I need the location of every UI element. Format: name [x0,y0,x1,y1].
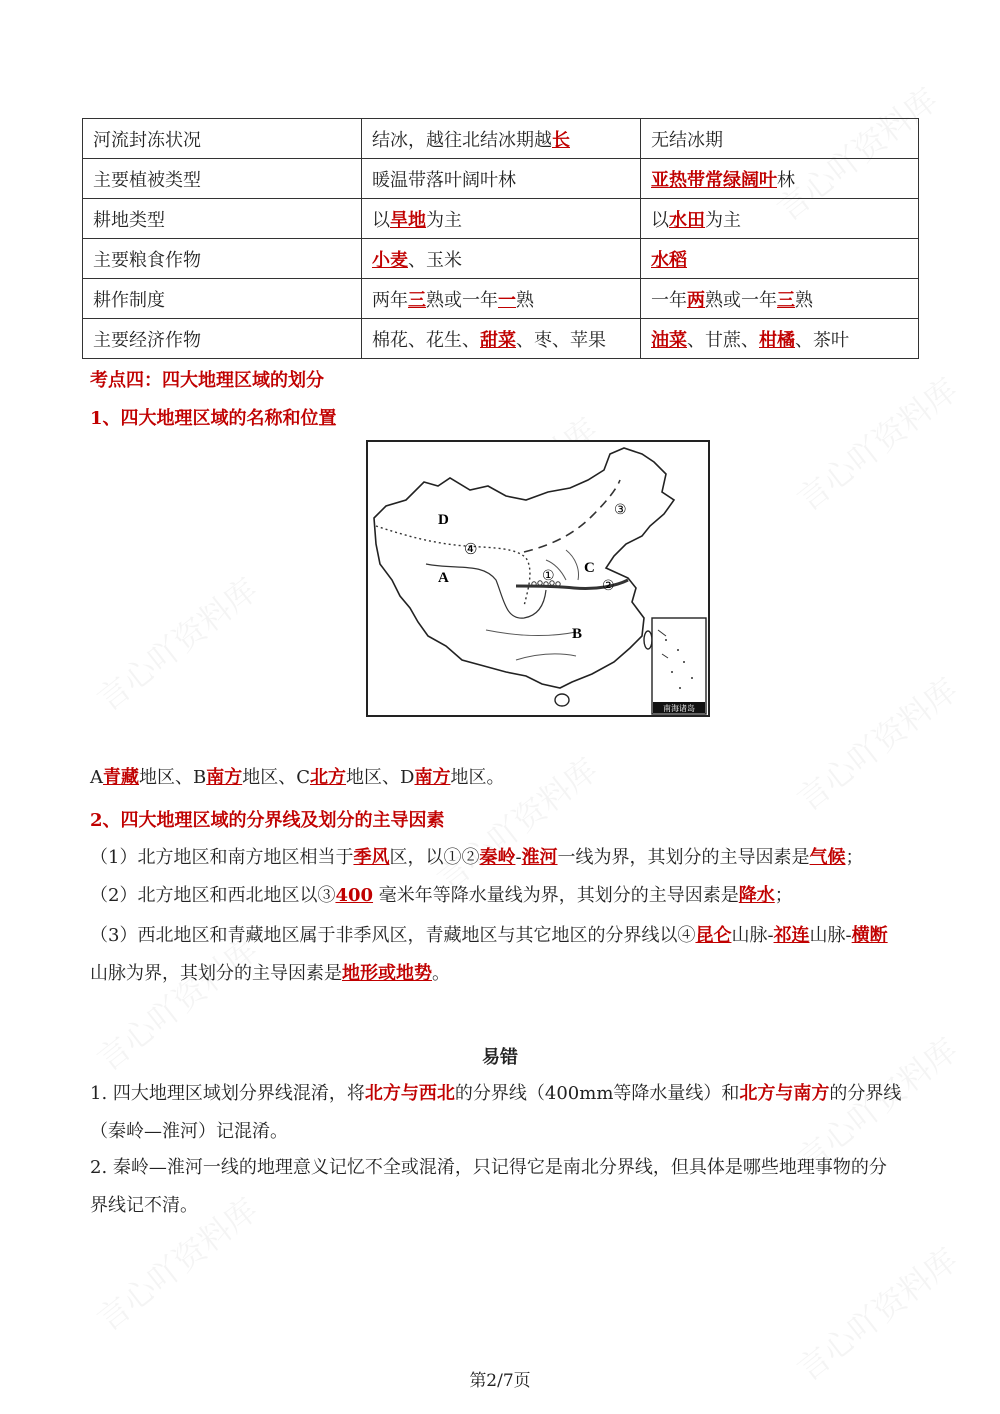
mistakes-title: 易错 [482,1047,518,1068]
text-segment: 以 [651,209,669,231]
item-3-cont [90,958,450,990]
subsection-heading-2: 2、四大地理区域的分界线及划分的主导因素 [90,810,445,831]
table-row [83,239,919,279]
answer-text: 一 [498,289,516,311]
text-segment: 熟 [795,289,813,311]
table-row [83,159,919,199]
mistake-1-cont [90,1114,1000,1150]
text-segment: 以 [372,209,390,231]
text-segment: 、甘蔗、 [687,329,759,351]
answer-text: 水田 [669,209,705,231]
north-cell [362,119,641,159]
row-header-cell: 主要植被类型 [83,159,362,199]
page-number: 第2/7页 [469,1371,531,1391]
text-segment: （1）北方地区和南方地区相当于 [90,847,354,868]
answer-text: 青藏 [103,767,139,788]
subsection-heading: 1、四大地理区域的名称和位置 [90,408,337,429]
answer-text: 甜菜 [480,329,516,351]
text-segment: ； [774,885,793,906]
answer-text: 淮河 [521,847,558,868]
watermark [786,666,966,820]
text-segment: 地区、B [139,767,207,788]
table-row [83,279,919,319]
answer-text: 两 [687,289,705,311]
section-heading: 考点四：四大地理区域的划分 [90,370,324,391]
item-1 [90,842,864,874]
answer-text: 小麦 [372,249,408,271]
text-segment: 的分界线（400mm等降水量线）和 [454,1083,740,1104]
answer-text: 祁连 [773,925,810,946]
text-segment: 无结冰期 [651,129,723,151]
south-cell [641,199,919,239]
text-segment: 区，以①② [389,847,480,868]
item-2 [90,880,793,912]
text-segment: 、茶叶 [795,329,849,351]
map-label-a: A [438,570,449,586]
row-header-cell: 主要粮食作物 [83,239,362,279]
south-china-sea-inset [652,618,706,714]
text-segment: 、枣、苹果 [516,329,606,351]
china-regions-map [366,440,710,717]
text-segment: 山脉为界，其划分的主导因素是 [90,963,342,984]
north-cell [362,159,641,199]
answer-text: 亚热带常绿阔叶 [651,169,777,191]
answer-text: 季风 [353,847,390,868]
answer-text: 南方 [414,767,451,788]
text-segment: 的分界线 [829,1083,902,1104]
emphasis-text: 北方与西北 [364,1083,455,1104]
north-cell [362,319,641,359]
map-label-3: ③ [614,502,627,518]
row-header-cell: 河流封冻状况 [83,119,362,159]
text-segment: 熟 [516,289,534,311]
answer-text: 柑橘 [759,329,795,351]
text-segment: 熟或一年 [426,289,498,311]
regions-answer-line [90,762,504,794]
south-cell [641,119,919,159]
map-label-b: B [572,626,583,642]
answer-text: 三 [408,289,426,311]
answer-text: 秦岭 [479,847,516,868]
watermark [786,366,966,520]
south-cell [641,159,919,199]
answer-text: 地形或地势 [342,963,432,984]
answer-text: 横断 [851,925,888,946]
text-segment: - [515,847,522,868]
text-segment: 暖温带落叶阔叶林 [372,169,516,191]
row-header-cell: 耕地类型 [83,199,362,239]
answer-text: 降水 [738,885,775,906]
text-segment: 地区、C [242,767,311,788]
south-cell [641,239,919,279]
map-label-4: ④ [464,540,478,558]
text-segment: 1. 四大地理区域划分界线混淆，将 [90,1083,365,1104]
inset-caption: 南海诸岛 [663,704,695,713]
answer-text: 气候 [809,847,846,868]
text-segment: 山脉- [731,925,774,946]
text-segment: （秦岭—淮河）记混淆。 [90,1121,288,1142]
item-3 [90,920,888,952]
comparison-table [82,118,919,359]
emphasis-text: 北方与南方 [739,1083,830,1104]
watermark [86,566,266,720]
text-segment: 林 [777,169,795,191]
text-segment: （2）北方地区和西北地区以③ [90,885,336,906]
south-cell [641,279,919,319]
text-segment: 地区。 [450,767,505,788]
text-segment: 一线为界，其划分的主导因素是 [557,847,810,868]
answer-text: 三 [777,289,795,311]
text-segment: 2. 秦岭—淮河一线的地理意义记忆不全或混淆，只记得它是南北分界线，但具体是哪些地理事物的分 [90,1157,887,1178]
text-segment: A [90,767,103,788]
north-cell [362,199,641,239]
answer-text: 长 [552,129,570,151]
map-label-c: C [584,560,595,576]
answer-text: 南方 [206,767,243,788]
text-segment: 。 [432,963,450,984]
text-segment: 一年 [651,289,687,311]
text-segment: （3）西北地区和青藏地区属于非季风区，青藏地区与其它地区的分界线以④ [90,925,696,946]
text-segment: 结冰，越往北结冰期越 [372,129,552,151]
text-segment: 界线记不清。 [90,1195,198,1216]
answer-text: 400 [335,885,374,906]
north-cell [362,279,641,319]
answer-text: 北方 [310,767,347,788]
mistake-2 [90,1150,1000,1186]
text-segment: 毫米年等降水量线为界，其划分的主导因素是 [373,885,739,906]
map-label-1: ① [542,568,555,584]
answer-text: 旱地 [390,209,426,231]
map-label-d: D [438,512,449,528]
answer-text: 昆仑 [695,925,732,946]
mistake-1 [90,1076,1000,1112]
row-header-cell: 耕作制度 [83,279,362,319]
row-header-cell: 主要经济作物 [83,319,362,359]
map-label-2: ② [602,578,615,594]
text-segment: 山脉- [809,925,852,946]
mistake-2-cont [90,1188,1000,1224]
table-row [83,199,919,239]
answer-text: 油菜 [651,329,687,351]
text-segment: 两年 [372,289,408,311]
text-segment: 为主 [705,209,741,231]
table-row [83,119,919,159]
text-segment: 为主 [426,209,462,231]
text-segment: 地区、D [346,767,415,788]
south-cell [641,319,919,359]
answer-text: 水稻 [651,249,687,271]
north-cell [362,239,641,279]
text-segment: 棉花、花生、 [372,329,480,351]
text-segment: 熟或一年 [705,289,777,311]
text-segment: ； [845,847,864,868]
table-row [83,319,919,359]
text-segment: 、玉米 [408,249,462,271]
